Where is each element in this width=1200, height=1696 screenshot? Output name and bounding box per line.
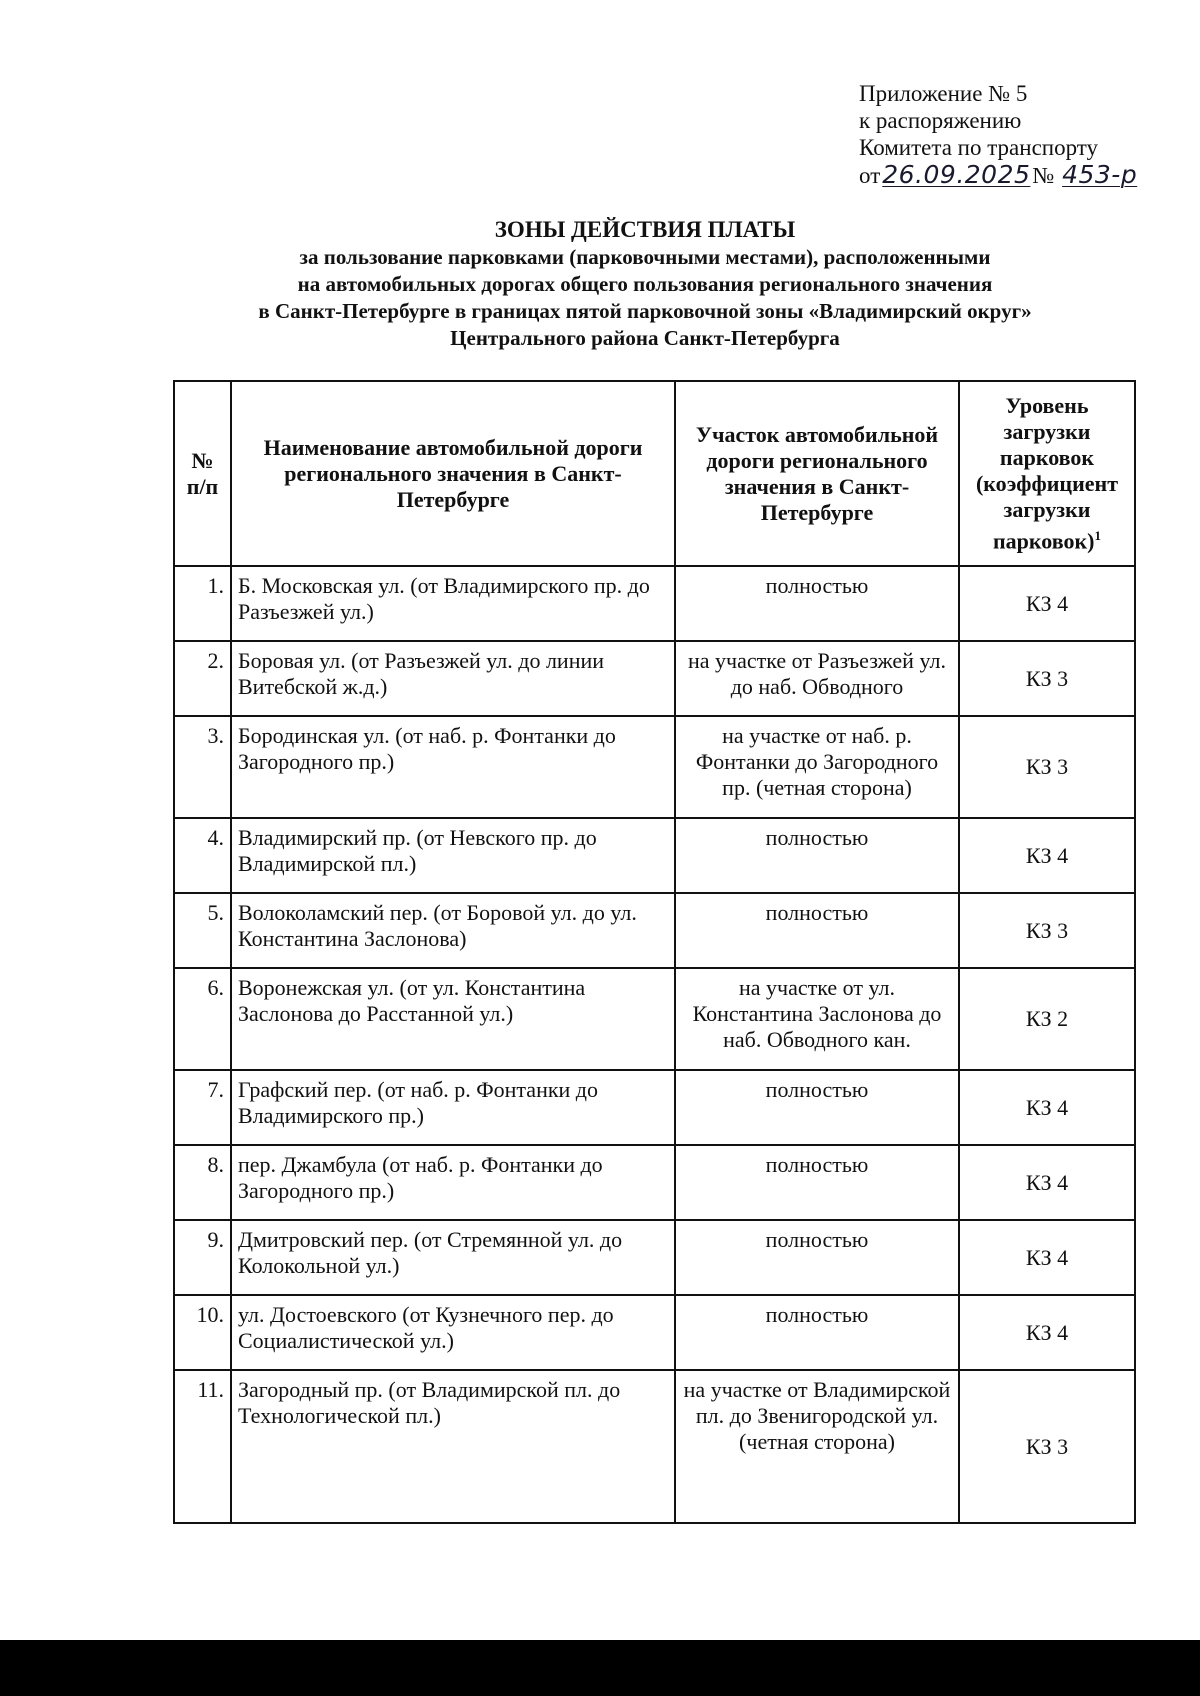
row-road-name: Загородный пр. (от Владимирской пл. до Технологической пл.) [231, 1370, 675, 1523]
table-row [174, 818, 1135, 893]
row-road-name: пер. Джамбула (от наб. р. Фонтанки до Загородного пр.) [231, 1145, 675, 1220]
row-num: 8. [174, 1145, 231, 1220]
appendix-block [859, 80, 1139, 189]
title-main: ЗОНЫ ДЕЙСТВИЯ ПЛАТЫ [494, 217, 796, 242]
document-title [150, 216, 1140, 352]
row-level: КЗ 4 [959, 1295, 1135, 1370]
row-level: КЗ 3 [959, 1370, 1135, 1523]
row-level: КЗ 4 [959, 818, 1135, 893]
row-road-name: Б. Московская ул. (от Владимирского пр. до Разъезжей ул.) [231, 566, 675, 641]
row-num: 11. [174, 1370, 231, 1523]
row-segment: полностью [675, 893, 959, 968]
row-level: КЗ 3 [959, 716, 1135, 818]
row-segment: на участке от Владимирской пл. до Звенигородской ул. (четная сторона) [675, 1370, 959, 1523]
row-segment: на участке от ул. Константина Заслонова до наб. Обводного кан. [675, 968, 959, 1070]
row-level: КЗ 2 [959, 968, 1135, 1070]
row-num: 10. [174, 1295, 231, 1370]
row-road-name: Владимирский пр. (от Невского пр. до Владимирской пл.) [231, 818, 675, 893]
header-num [174, 381, 231, 566]
row-num: 5. [174, 893, 231, 968]
handwritten-date: 26.09.2025 [882, 160, 1031, 189]
title-sub-3: в Санкт-Петербурге в границах пятой парковочной зоны «Владимирский округ» [258, 299, 1032, 323]
row-num: 2. [174, 641, 231, 716]
row-level: КЗ 4 [959, 1145, 1135, 1220]
row-num: 4. [174, 818, 231, 893]
row-road-name: Волоколамский пер. (от Боровой ул. до ул. Константина Заслонова) [231, 893, 675, 968]
row-level: КЗ 4 [959, 566, 1135, 641]
appendix-line-2: к распоряжению [859, 108, 1022, 133]
header-num-line2: п/п [186, 473, 219, 499]
handwritten-number: 453-р [1062, 160, 1138, 189]
row-level: КЗ 4 [959, 1220, 1135, 1295]
row-road-name: Графский пер. (от наб. р. Фонтанки до Владимирского пр.) [231, 1070, 675, 1145]
row-segment: полностью [675, 1070, 959, 1145]
row-road-name: Бородинская ул. (от наб. р. Фонтанки до Загородного пр.) [231, 716, 675, 818]
row-segment: полностью [675, 818, 959, 893]
zones-table [173, 380, 1136, 1524]
row-segment: полностью [675, 1145, 959, 1220]
table-body [174, 566, 1135, 1523]
row-road-name: Дмитровский пер. (от Стремянной ул. до Колокольной ул.) [231, 1220, 675, 1295]
row-num: 1. [174, 566, 231, 641]
table-row [174, 1145, 1135, 1220]
row-road-name: Воронежская ул. (от ул. Константина Заслонова до Расстанной ул.) [231, 968, 675, 1070]
row-segment: на участке от наб. р. Фонтанки до Загородного пр. (четная сторона) [675, 716, 959, 818]
header-name: Наименование автомобильной дороги регионального значения в Санкт-Петербурге [231, 381, 675, 566]
header-num-line1: № [191, 447, 214, 473]
row-num: 6. [174, 968, 231, 1070]
row-level: КЗ 3 [959, 641, 1135, 716]
from-label: от [859, 163, 881, 188]
row-segment: полностью [675, 566, 959, 641]
appendix-line-4 [859, 161, 1139, 189]
header-level [959, 381, 1135, 566]
table-row [174, 1370, 1135, 1523]
row-road-name: Боровая ул. (от Разъезжей ул. до линии Витебской ж.д.) [231, 641, 675, 716]
row-num: 7. [174, 1070, 231, 1145]
header-segment: Участок автомобильной дороги регионального значения в Санкт-Петербурге [675, 381, 959, 566]
row-level: КЗ 3 [959, 893, 1135, 968]
title-sub-4: Центрального района Санкт-Петербурга [450, 326, 840, 350]
row-segment: полностью [675, 1220, 959, 1295]
row-num: 3. [174, 716, 231, 818]
row-level: КЗ 4 [959, 1070, 1135, 1145]
scan-bottom-bar [0, 1640, 1200, 1696]
header-level-footnote: 1 [1094, 527, 1101, 543]
table-row [174, 1070, 1135, 1145]
table-row [174, 1295, 1135, 1370]
row-segment: полностью [675, 1295, 959, 1370]
title-sub-2: на автомобильных дорогах общего пользования регионального значения [297, 272, 993, 296]
number-label: № [1032, 163, 1055, 188]
table-row [174, 1220, 1135, 1295]
table-row [174, 641, 1135, 716]
row-num: 9. [174, 1220, 231, 1295]
row-road-name: ул. Достоевского (от Кузнечного пер. до Социалистической ул.) [231, 1295, 675, 1370]
row-segment: на участке от Разъезжей ул. до наб. Обводного [675, 641, 959, 716]
table-row [174, 716, 1135, 818]
title-sub-1: за пользование парковками (парковочными местами), расположенными [299, 245, 991, 269]
appendix-line-3: Комитета по транспорту [859, 135, 1099, 160]
table-row [174, 968, 1135, 1070]
appendix-line-1: Приложение № 5 [859, 81, 1028, 106]
table-row [174, 893, 1135, 968]
table-row [174, 566, 1135, 641]
header-level-text: Уровень загрузки парковок (коэффициент загрузки парковок) [975, 392, 1119, 554]
table-header-row [174, 381, 1135, 566]
